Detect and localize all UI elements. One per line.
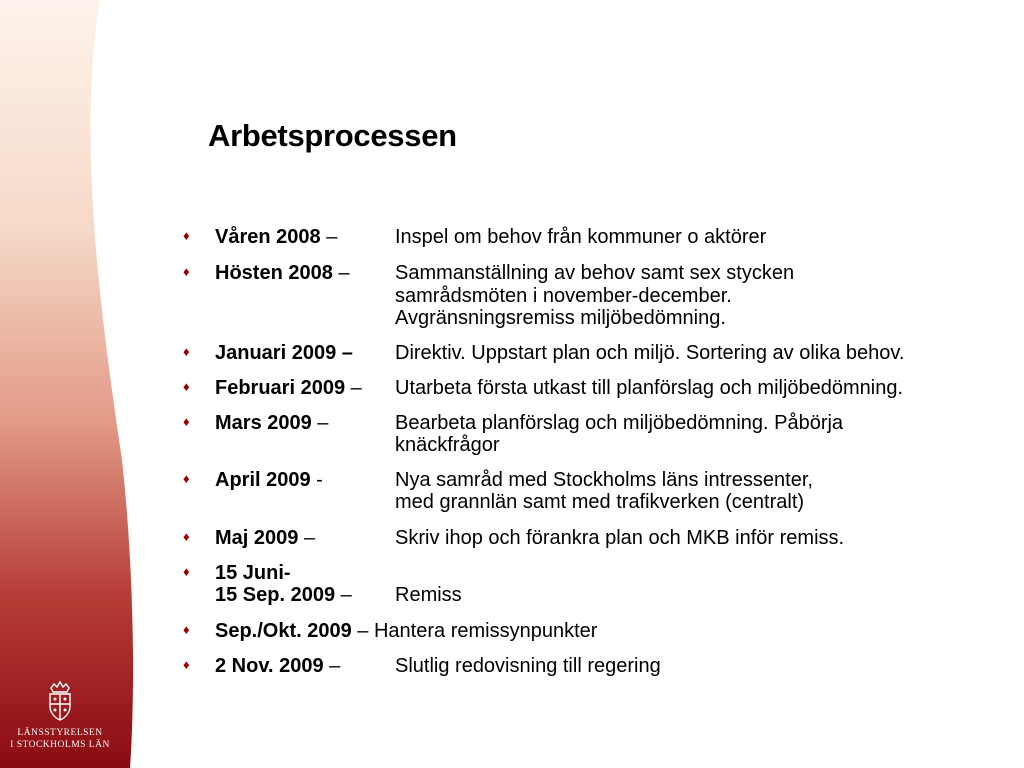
diamond-bullet-icon: ♦ [183, 414, 190, 429]
diamond-bullet-icon: ♦ [183, 657, 190, 672]
diamond-bullet-icon: ♦ [183, 471, 190, 486]
list-item [0, 342, 1024, 372]
item-label: Våren 2008 – [215, 226, 338, 248]
page-title: Arbetsprocessen [208, 118, 457, 153]
list-item [0, 562, 1024, 606]
logo-line-2: I STOCKHOLMS LÄN [10, 740, 110, 750]
item-desc-line: knäckfrågor [395, 434, 500, 456]
item-desc-line: Utarbeta första utkast till planförslag och miljöbedömning. [395, 377, 904, 399]
list-item [0, 655, 1024, 685]
item-desc-line: Slutlig redovisning till regering [395, 655, 661, 677]
item-desc-line: Direktiv. Uppstart plan och miljö. Sortering av olika behov. [395, 342, 905, 364]
item-label: April 2009 - [215, 469, 323, 491]
diamond-bullet-icon: ♦ [183, 264, 190, 279]
lansstyrelsen-logo [6, 680, 114, 751]
item-desc-line: Sammanställning av behov samt sex stycken [395, 262, 795, 284]
item-desc-line: Skriv ihop och förankra plan och MKB inför remiss. [395, 527, 845, 549]
item-desc-line: Bearbeta planförslag och miljöbedömning. Påbörja [395, 412, 844, 434]
list-item [0, 412, 1024, 456]
diamond-bullet-icon: ♦ [183, 564, 190, 579]
list-item [0, 377, 1024, 407]
list-item [0, 527, 1024, 557]
item-label: Maj 2009 – [215, 527, 316, 549]
diamond-bullet-icon: ♦ [183, 344, 190, 359]
logo-line-1: LÄNSSTYRELSEN [17, 728, 103, 738]
list-item [0, 469, 1024, 513]
item-label: Sep./Okt. 2009 – Hantera remissynpunkter [215, 620, 598, 642]
item-label: 2 Nov. 2009 – [215, 655, 341, 677]
item-desc-line: Remiss [395, 584, 462, 606]
list-item [0, 620, 1024, 650]
item-label-line-2: 15 Sep. 2009 – [215, 584, 352, 606]
list-item [0, 226, 1024, 256]
item-desc-line: Avgränsningsremiss miljöbedömning. [395, 307, 726, 329]
item-desc-line: med grannlän samt med trafikverken (centralt) [395, 491, 805, 513]
diamond-bullet-icon: ♦ [183, 622, 190, 637]
diamond-bullet-icon: ♦ [183, 379, 190, 394]
diamond-bullet-icon: ♦ [183, 529, 190, 544]
item-label: 15 Juni- [215, 562, 291, 584]
list-item [0, 262, 1024, 329]
item-label: Mars 2009 – [215, 412, 329, 434]
item-label: Februari 2009 – [215, 377, 362, 399]
item-desc-line: samrådsmöten i november-december. [395, 285, 732, 307]
item-desc-line: Inspel om behov från kommuner o aktörer [395, 226, 767, 248]
item-label: Hösten 2008 – [215, 262, 350, 284]
crown-coat-of-arms-icon [43, 680, 77, 722]
item-desc-line: Nya samråd med Stockholms läns intressenter, [395, 469, 813, 491]
item-label: Januari 2009 – [215, 342, 353, 364]
diamond-bullet-icon: ♦ [183, 228, 190, 243]
